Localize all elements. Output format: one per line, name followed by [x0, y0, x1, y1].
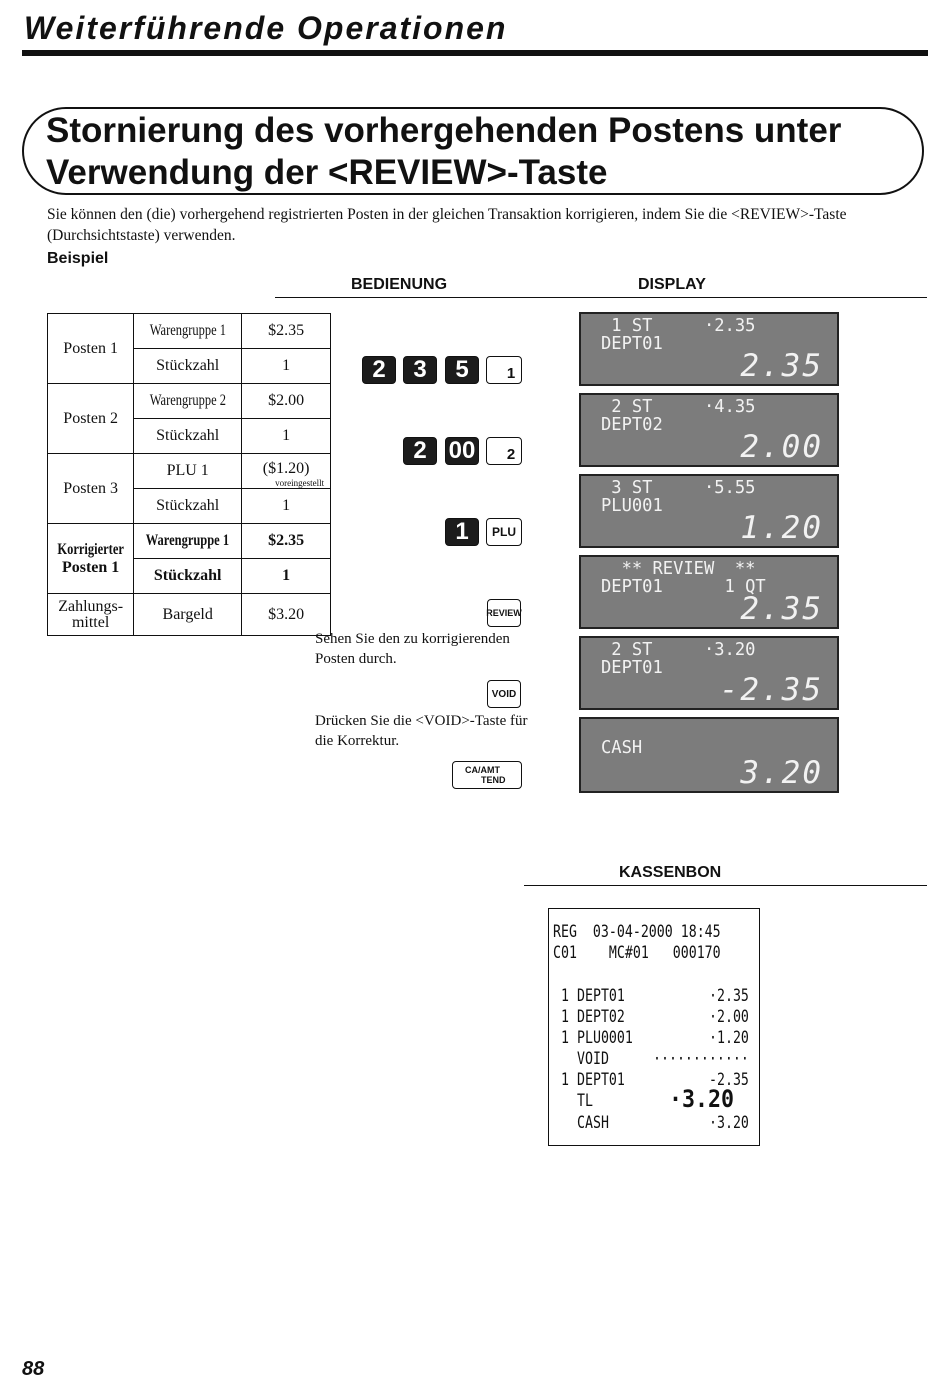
item-value [242, 454, 331, 489]
display-panel [579, 717, 839, 793]
item-value: $2.35 [242, 524, 331, 559]
key-3[interactable]: 3 [403, 356, 437, 384]
dept-1-key-label: 1 [506, 365, 516, 382]
display-panel [579, 312, 839, 386]
display-line2: DEPT01 [601, 333, 663, 354]
receipt-line-name: DEPT01 [577, 1070, 625, 1090]
receipt-line-qty: 1 [561, 1028, 569, 1048]
item-value: $2.00 [242, 384, 331, 419]
receipt-line-amount: ·2.35 [709, 986, 749, 1006]
key-1[interactable]: 1 [445, 518, 479, 546]
column-heading-rule [275, 297, 927, 298]
page-title [46, 110, 916, 194]
dept-1-key[interactable] [486, 356, 522, 384]
item-name: Posten 1 [48, 314, 134, 384]
display-line1: ** REVIEW ** [601, 558, 756, 579]
table-row [48, 454, 331, 489]
ca-amt-tend-key-top: CA/AMT [465, 765, 501, 775]
item-value: 1 [242, 349, 331, 384]
table-row [48, 314, 331, 349]
display-panel [579, 636, 839, 710]
example-label: Beispiel [47, 250, 109, 267]
display-column-heading: DISPLAY [638, 276, 706, 293]
receipt-line-amount: ·2.00 [709, 1007, 749, 1027]
dept-2-key-label: 2 [506, 446, 516, 463]
item-name [48, 524, 134, 594]
page-title-line1: Stornierung des vorhergehenden Postens unter [46, 111, 842, 150]
item-name: Posten 3 [48, 454, 134, 524]
receipt-line-name: PLU0001 [577, 1028, 633, 1048]
receipt-total-label: TL [577, 1091, 593, 1111]
payment-name [48, 594, 134, 636]
section-header: Weiterführende Operationen [24, 10, 508, 46]
display-amount: 2.35 [740, 591, 823, 627]
item-name: Posten 2 [48, 384, 134, 454]
display-line1: 2 ST ·4.35 [601, 396, 756, 417]
ca-amt-tend-key[interactable] [452, 761, 522, 789]
item-label: Warengruppe 2 [134, 384, 242, 419]
item-value: 1 [242, 489, 331, 524]
display-line1: 2 ST ·3.20 [601, 639, 756, 660]
display-amount: 2.35 [740, 348, 823, 384]
page-title-line2: Verwendung der <REVIEW>-Taste [46, 153, 608, 192]
item-label: Warengruppe 1 [134, 524, 242, 559]
key-00[interactable]: 00 [445, 437, 479, 465]
plu-key[interactable]: PLU [486, 518, 522, 546]
display-line2: PLU001 [601, 495, 663, 516]
payment-value: $3.20 [242, 594, 331, 636]
receipt-line-amount: -2.35 [709, 1070, 749, 1090]
header-rule [22, 50, 928, 56]
receipt-cash-label: CASH [577, 1113, 609, 1133]
item-label: Stückzahl [134, 559, 242, 594]
item-label: PLU 1 [134, 454, 242, 489]
item-name-line1: Korrigierter [57, 540, 124, 558]
page-number: 88 [22, 1358, 45, 1380]
receipt-line-amount: ·1.20 [709, 1028, 749, 1048]
receipt-line-qty: 1 [561, 986, 569, 1006]
key-5[interactable]: 5 [445, 356, 479, 384]
display-amount: 3.20 [740, 755, 823, 791]
payment-name-line2: mittel [71, 613, 110, 631]
operation-column-heading: BEDIENUNG [351, 276, 448, 293]
display-panel [579, 474, 839, 548]
key-2[interactable]: 2 [403, 437, 437, 465]
receipt-line-qty: 1 [561, 1070, 569, 1090]
receipt-total-amount: ·3.20 [669, 1085, 735, 1113]
item-label: Stückzahl [134, 489, 242, 524]
table-row [48, 524, 331, 559]
example-table [47, 313, 331, 636]
dept-2-key[interactable] [486, 437, 522, 465]
item-value: 1 [242, 559, 331, 594]
receipt-column-heading: KASSENBON [619, 864, 722, 881]
item-value: $2.35 [242, 314, 331, 349]
table-row [48, 384, 331, 419]
void-key[interactable]: VOID [487, 680, 521, 708]
void-instruction: Drücken Sie die <VOID>-Taste für die Korrektur. [315, 713, 528, 749]
receipt-line-name: VOID [577, 1049, 609, 1069]
display-panel [579, 393, 839, 467]
receipt-header-line1: REG 03-04-2000 18:45 [553, 922, 721, 942]
receipt [548, 908, 760, 1146]
item-name-line2: Posten 1 [61, 558, 120, 576]
preset-note: voreingestellt [275, 478, 325, 488]
key-2[interactable]: 2 [362, 356, 396, 384]
item-label: Warengruppe 1 [134, 314, 242, 349]
receipt-line-qty: 1 [561, 1007, 569, 1027]
receipt-line-name: DEPT02 [577, 1007, 625, 1027]
display-line1: 3 ST ·5.55 [601, 477, 756, 498]
display-panel [579, 555, 839, 629]
receipt-cash-amount: ·3.20 [709, 1113, 749, 1133]
intro-paragraph: Sie können den (die) vorhergehend registrierten Posten in der gleichen Transaktion korrigieren, indem Sie die <REVIEW>-Taste (Durchsichtstaste) verwenden. [47, 206, 847, 244]
payment-label: Bargeld [134, 594, 242, 636]
receipt-heading-rule [524, 885, 927, 886]
display-line2: CASH [601, 737, 643, 758]
display-amount: 1.20 [740, 510, 823, 546]
item-price: ($1.20) [262, 460, 310, 477]
display-line1: 1 ST ·2.35 [601, 315, 756, 336]
item-label: Stückzahl [134, 419, 242, 454]
display-amount: 2.00 [740, 429, 823, 465]
receipt-header-line2: C01 MC#01 000170 [553, 943, 721, 963]
table-row [48, 594, 331, 636]
payment-name-line1: Zahlungs- [58, 597, 124, 615]
display-line2: DEPT02 [601, 414, 663, 435]
display-amount: -2.35 [719, 672, 823, 708]
receipt-line-name: DEPT01 [577, 986, 625, 1006]
receipt-line-amount: ············ [653, 1049, 749, 1069]
display-line2: DEPT01 [601, 657, 663, 678]
item-label: Stückzahl [134, 349, 242, 384]
display-line2: DEPT01 1 QT [601, 576, 766, 597]
item-value: 1 [242, 419, 331, 454]
ca-amt-tend-key-bottom: TEND [481, 775, 506, 785]
review-instruction: Sehen Sie den zu korrigierenden Posten durch. [315, 631, 510, 667]
review-key[interactable]: REVIEW [487, 599, 521, 627]
